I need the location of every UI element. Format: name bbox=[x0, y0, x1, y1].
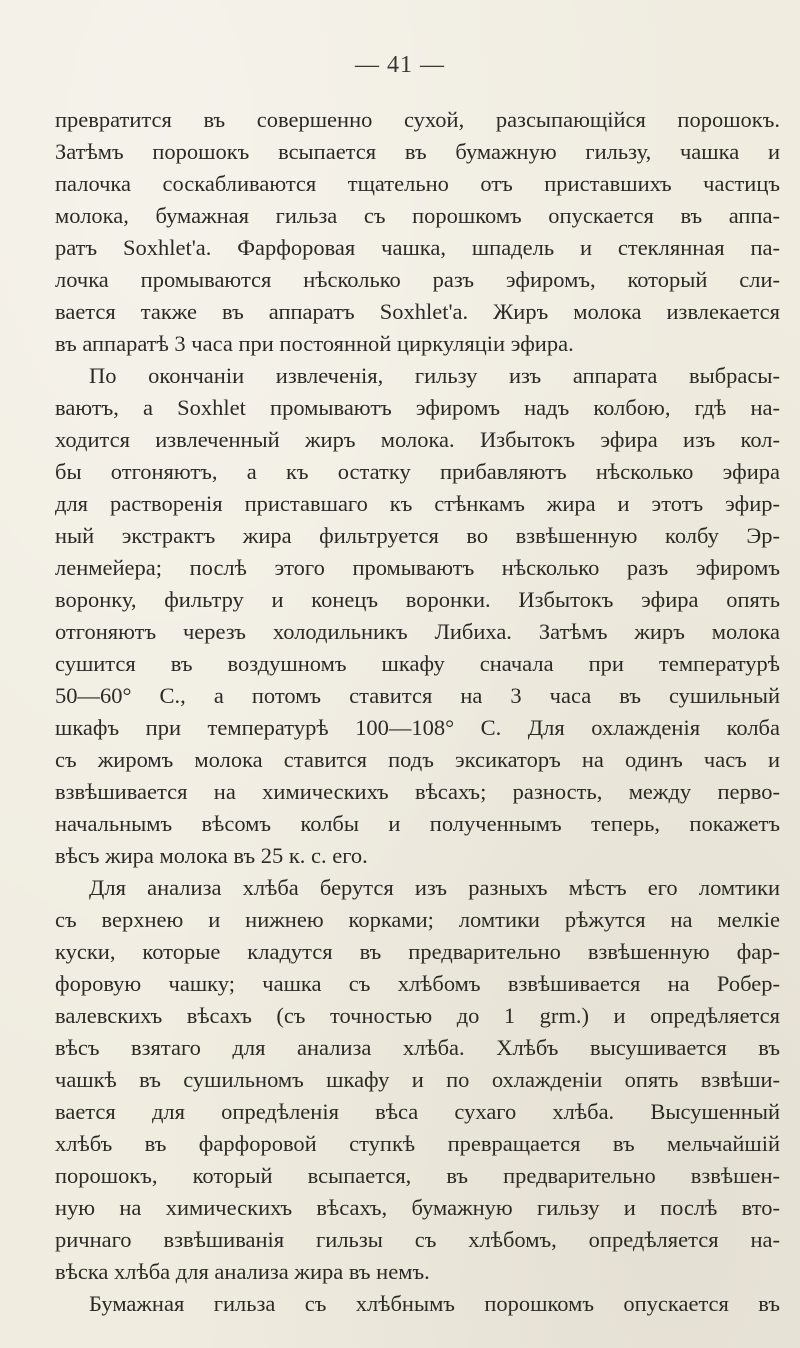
text-line: въ аппаратѣ 3 часа при постоянной циркуляціи эфира. bbox=[55, 331, 574, 356]
text-line: сушится въ воздушномъ шкафу сначала при температурѣ bbox=[55, 651, 780, 676]
text-line: вѣсъ взятаго для анализа хлѣба. Хлѣбъ высушивается въ bbox=[55, 1035, 780, 1060]
text-line: ходится извлеченный жиръ молока. Избытокъ эфира изъ кол- bbox=[55, 427, 780, 452]
text-line: чашкѣ въ сушильномъ шкафу и по охлажденіи опять взвѣши- bbox=[55, 1067, 780, 1092]
text-line: для растворенія приставшаго къ стѣнкамъ жира и этотъ эфир- bbox=[55, 491, 780, 516]
paragraph bbox=[55, 1288, 780, 1320]
text-line: Бумажная гильза съ хлѣбнымъ порошкомъ опускается въ bbox=[89, 1291, 780, 1316]
text-line: ленмейера; послѣ этого промываютъ нѣсколько разъ эфиромъ bbox=[55, 555, 780, 580]
text-line: взвѣшивается на химическихъ вѣсахъ; разность, между перво- bbox=[55, 779, 780, 804]
text-line: лочка промываются нѣсколько разъ эфиромъ, который сли- bbox=[55, 267, 780, 292]
text-line: ратъ Soxhlet'а. Фарфоровая чашка, шпадель и стеклянная па- bbox=[55, 235, 780, 260]
text-line: ный экстрактъ жира фильтруется во взвѣшенную колбу Эр- bbox=[55, 523, 780, 548]
text-line: начальнымъ вѣсомъ колбы и полученнымъ теперь, покажетъ bbox=[55, 811, 780, 836]
text-line: ную на химическихъ вѣсахъ, бумажную гильзу и послѣ вто- bbox=[55, 1195, 780, 1220]
text-line: бы отгоняютъ, а къ остатку прибавляютъ нѣсколько эфира bbox=[55, 459, 780, 484]
paragraph bbox=[55, 104, 780, 360]
text-line: вѣска хлѣба для анализа жира въ немъ. bbox=[55, 1259, 430, 1284]
text-line: По окончаніи извлеченія, гильзу изъ аппарата выбрасы- bbox=[89, 363, 780, 388]
text-line: вѣсъ жира молока въ 25 к. с. его. bbox=[55, 843, 368, 868]
text-line: 50—60° С., а потомъ ставится на 3 часа въ сушильный bbox=[55, 683, 780, 708]
text-line: форовую чашку; чашка съ хлѣбомъ взвѣшивается на Робер- bbox=[55, 971, 780, 996]
text-line: хлѣбъ въ фарфоровой ступкѣ превращается въ мельчайшій bbox=[55, 1131, 780, 1156]
text-line: шкафъ при температурѣ 100—108° С. Для охлажденія колба bbox=[55, 715, 780, 740]
text-line: ваютъ, а Soxhlet промываютъ эфиромъ надъ колбою, гдѣ на- bbox=[55, 395, 780, 420]
text-line: Для анализа хлѣба берутся изъ разныхъ мѣстъ его ломтики bbox=[89, 875, 780, 900]
text-line: превратится въ совершенно сухой, разсыпающійся порошокъ. bbox=[55, 107, 780, 132]
text-line: вается также въ аппаратъ Soxhlet'а. Жиръ молока извлекается bbox=[55, 299, 780, 324]
text-line: съ жиромъ молока ставится подъ эксикаторъ на одинъ часъ и bbox=[55, 747, 780, 772]
text-line: палочка соскабливаются тщательно отъ приставшихъ частицъ bbox=[55, 171, 780, 196]
text-line: куски, которые кладутся въ предварительно взвѣшенную фар- bbox=[55, 939, 780, 964]
paragraph bbox=[55, 360, 780, 872]
page-number: — 41 — bbox=[355, 52, 445, 78]
text-line: вается для опредѣленія вѣса сухаго хлѣба. Высушенный bbox=[55, 1099, 780, 1124]
text-line: молока, бумажная гильза съ порошкомъ опускается въ аппа- bbox=[55, 203, 780, 228]
text-line: ричнаго взвѣшиванія гильзы съ хлѣбомъ, опредѣляется на- bbox=[55, 1227, 780, 1252]
text-line: отгоняютъ черезъ холодильникъ Либиха. Затѣмъ жиръ молока bbox=[55, 619, 780, 644]
text-line: валевскихъ вѣсахъ (съ точностью до 1 grm.) и опредѣляется bbox=[55, 1003, 780, 1028]
paragraph bbox=[55, 872, 780, 1288]
text-line: Затѣмъ порошокъ всыпается въ бумажную гильзу, чашка и bbox=[55, 139, 780, 164]
text-line: порошокъ, который всыпается, въ предварительно взвѣшен- bbox=[55, 1163, 780, 1188]
text-line: съ верхнею и нижнею корками; ломтики рѣжутся на мелкіе bbox=[55, 907, 780, 932]
text-column bbox=[55, 104, 780, 1320]
text-line: воронку, фильтру и конецъ воронки. Избытокъ эфира опять bbox=[55, 587, 780, 612]
